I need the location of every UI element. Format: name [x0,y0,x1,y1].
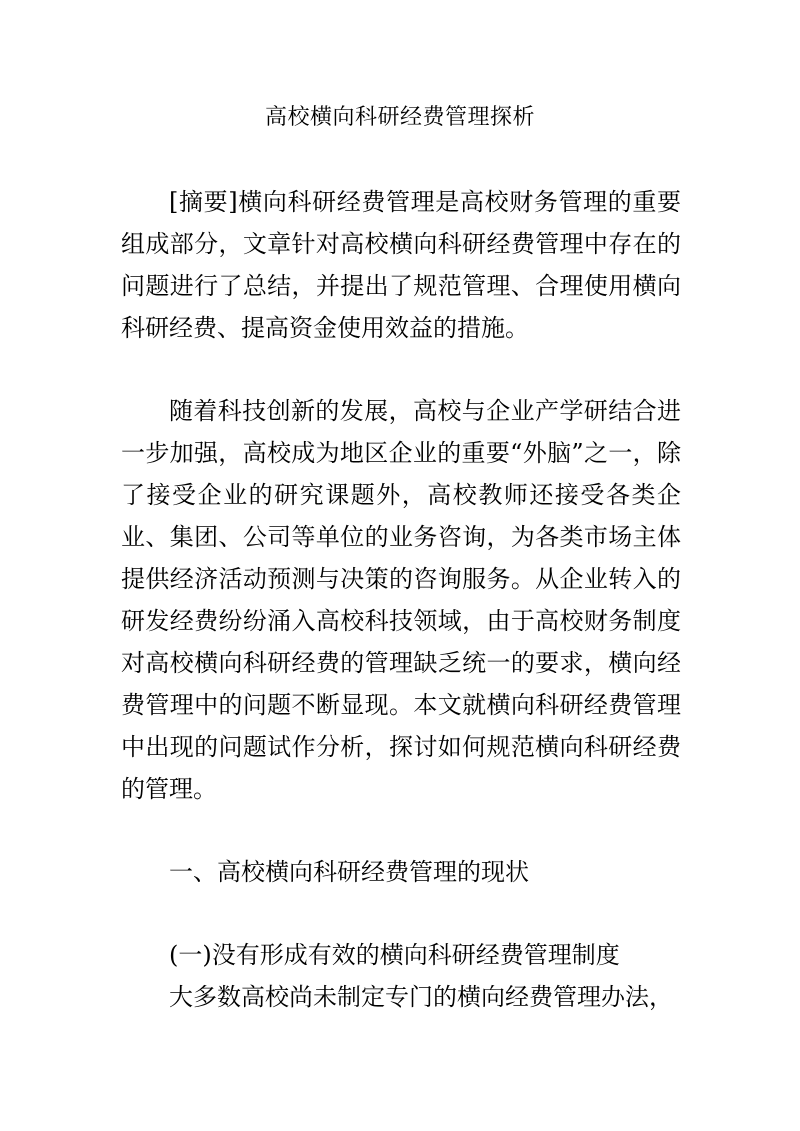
abstract-paragraph: [摘要]横向科研经费管理是高校财务管理的重要组成部分，文章针对高校横向科研经费管理中存在的问题进行了总结，并提出了规范管理、合理使用横向科研经费、提高资金使用效益的措施。 [121,188,681,342]
intro-paragraph: 随着科技创新的发展，高校与企业产学研结合进一步加强，高校成为地区企业的重要“外脑”之一，除了接受企业的研究课题外，高校教师还接受各类企业、集团、公司等单位的业务咨询，为各类市场主体提供经济活动预测与决策的咨询服务。从企业转入的研发经费纷纷涌入高校科技领域，由于高校财务制度对高校横向科研经费的管理缺乏统一的要求，横向经费管理中的问题不断显现。本文就横向科研经费管理中出现的问题试作分析，探讨如何规范横向科研经费的管理。 [121,397,681,803]
section-heading: 一、高校横向科研经费管理的现状 [169,858,529,886]
subsection-heading: (一)没有形成有效的横向科研经费管理制度 [169,941,620,969]
body-paragraph: 大多数高校尚未制定专门的横向经费管理办法， [169,983,673,1011]
document-title: 高校横向科研经费管理探析 [264,105,535,130]
